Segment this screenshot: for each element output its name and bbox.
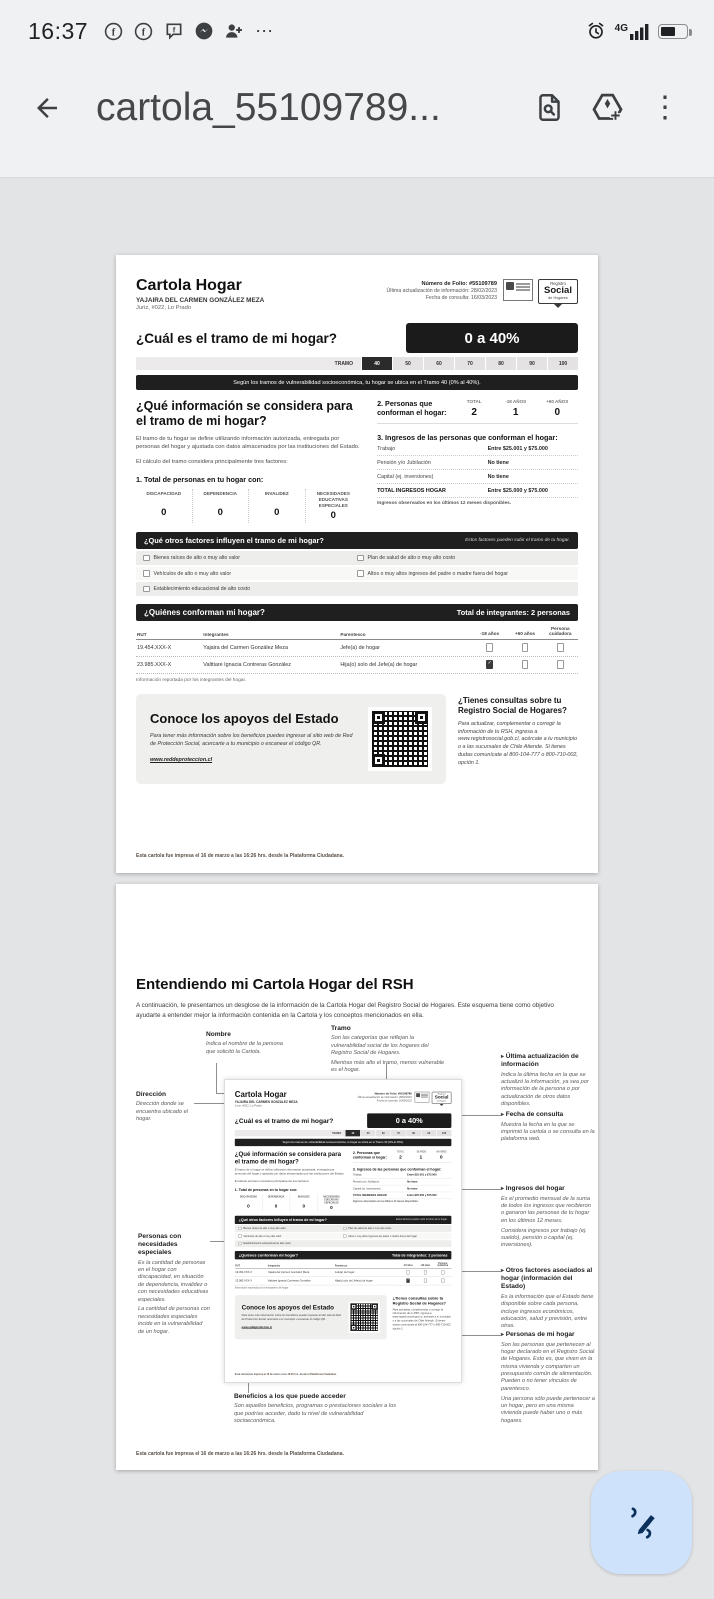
- checkbox-unchecked: [238, 1234, 241, 1237]
- connector-line: [386, 1063, 387, 1079]
- pdf-viewport[interactable]: [0, 178, 714, 1598]
- factor-row: Establecimiento educacional de alto costo: [136, 582, 578, 596]
- tramo-scale-cell: 60: [375, 1129, 390, 1135]
- household-member-row: 19.454.XXX-X Yajaira del Carmen González Meza Jefe(a) de hogar: [136, 640, 578, 657]
- reddeproteccion-link[interactable]: www.reddeproteccion.cl: [241, 1325, 273, 1329]
- household-table-note: Información reportada por los integrantes del hogar.: [234, 1286, 289, 1290]
- last-update-date: Última actualización de información: 28/02/2023: [357, 1095, 412, 1099]
- page1-content: [225, 1080, 461, 1383]
- apoyos-heading: Conoce los apoyos del Estado: [241, 1303, 335, 1311]
- connector-line: [462, 1115, 501, 1116]
- household-table-banner: ¿Quiénes conforman mi hogar? Total de integrantes: 2 personas: [136, 604, 578, 621]
- svg-text:f: f: [141, 26, 146, 38]
- checkbox-unchecked: [143, 586, 150, 593]
- info-heading: ¿Qué información se considera para el tramo de mi hogar?: [234, 1150, 341, 1165]
- overflow-menu-button[interactable]: [644, 87, 686, 129]
- svg-text:f: f: [111, 26, 116, 38]
- connector-line: [462, 1335, 501, 1336]
- tramo-scale-cell: 50: [360, 1129, 375, 1135]
- info-paragraph: El cálculo del tramo considera principalmente tres factores:: [136, 458, 288, 465]
- checkbox-unchecked: [441, 1270, 444, 1274]
- annotation-tramo: Tramo Son las categorías que reflejan la vulnerabilidad social de los hogares del Registro Social de Hogares. Mientras más alto el tramo, menos vulnerable es el hogar.: [331, 1024, 445, 1074]
- income-title: 3. Ingresos de las personas que conforman el hogar:: [377, 433, 558, 442]
- checkbox-checked: ✓: [486, 660, 493, 669]
- gobierno-de-chile-logo: [415, 1091, 430, 1102]
- consultas-box: [393, 1295, 452, 1339]
- checkbox-unchecked: [238, 1242, 241, 1245]
- explainer-diagram: [136, 1024, 595, 1469]
- checkbox-unchecked: [357, 570, 364, 577]
- annotation-ultima-actualizacion: ▸ Última actualización de información Indica la última fecha en la que se actualizó la información, ya sea por información de la persona o por actualización de otros datos disponibles.: [501, 1053, 595, 1109]
- consult-date: Fecha de consulta: 16/03/2023: [425, 295, 497, 301]
- household-table: RUT Integrantes Parentesco -18 años +60 años Persona cuidadora 19.454.XXX-X Yajaira del Carmen González Meza Jefe(a) de hogar 23.985.XXX-X Valttiare Ignacia Contreras González Hija(o) solo del Jefe(a) de hogar ✓ Información reportada por los integrantes del hogar.: [136, 624, 578, 683]
- tramo-scale-label: TRAMO: [235, 1129, 345, 1135]
- factor-row: Vehículos de alto o muy alto valor Altos o muy altos ingresos del padre o madre fuera del hogar: [136, 567, 578, 581]
- tramo-scale-cell: 70: [391, 1129, 406, 1135]
- info-heading: ¿Qué información se considera para el tramo de mi hogar?: [136, 399, 353, 428]
- tramo-scale-cell: 90: [516, 357, 547, 370]
- notification-icons: [28, 18, 586, 45]
- income-title: 3. Ingresos de las personas que conforman el hogar:: [352, 1166, 442, 1172]
- mini-cartola-scale: [225, 1080, 452, 1383]
- income-note: Ingresos observados en los últimos 12 meses disponibles.: [377, 501, 512, 506]
- tramo-scale-cell: 100: [436, 1129, 451, 1135]
- tramo-value-box: 0 a 40%: [367, 1113, 451, 1128]
- other-factors-banner: ¿Qué otros factores influyen el tramo de mi hogar? Estos factores pueden subir el tramo de tu hogar.: [136, 532, 578, 549]
- last-update-date: Última actualización de información: 28/02/2023: [386, 288, 497, 294]
- income-total-row: TOTAL INGRESOS HOGAR Entre $25.000 y $75.000: [377, 484, 578, 498]
- factor1-title: 1. Total de personas en tu hogar con:: [136, 474, 264, 484]
- tramo-question: ¿Cuál es el tramo de mi hogar?: [234, 1116, 334, 1124]
- connector-line: [216, 1093, 224, 1094]
- gobierno-de-chile-logo: [503, 279, 533, 301]
- income-row: Trabajo Entre $25.001 y $75.000: [353, 1171, 451, 1178]
- apoyos-body: Para tener más información sobre los beneficios puedes ingresar al sitio web de Red de Protección Social, acercarte a tu municipio o escanear el código QR.: [150, 733, 353, 748]
- consultas-body: Para actualizar, complementar o corregir la información de tu RSH, ingresa a www.registrosocial.gob.cl, acércate a tu municipio o a las sucursales de Chile Atiende. Si tienes dudas comunícate al 800-104-777 o 800-710-002, opción 1.: [458, 720, 578, 766]
- connector-line: [462, 1189, 501, 1190]
- checkbox-unchecked: [357, 555, 364, 562]
- annotation-necesidades: Personas con necesidades especiales Es la cantidad de personas en el hogar con discapacidad, en situación de dependencia, invalidez o con necesidades educativas especiales. La cantidad de personas con necesidades especiales incide en la vulnerabilidad de un hogar.: [138, 1232, 210, 1335]
- qr-code: [368, 707, 432, 771]
- holder-name: YAJAIRA DEL CARMEN GONZÁLEZ MEZA: [136, 297, 265, 304]
- apoyos-box: [136, 694, 446, 784]
- status-bar: [0, 0, 714, 52]
- more-notifications-icon: ⋯: [255, 20, 275, 41]
- holder-address: Juriz, #022, Lo Prado: [136, 305, 192, 311]
- cartola-title: Cartola Hogar: [136, 277, 242, 294]
- factor-row: Bienes raíces de alto o muy alto valor Plan de salud de alto o muy alto costo: [235, 1225, 452, 1232]
- household-table-note: Información reportada por los integrantes del hogar.: [136, 677, 247, 683]
- annotation-ingresos: ▸ Ingresos del hogar Es el promedio mensual de la suma de todos los ingresos que recibieron o ganaron las personas de tu hogar en los últimos 12 meses. Considera ingresos por trabajo (ej. sueldo), pensión o capital (ej. inversiones).: [501, 1185, 595, 1250]
- system-status-icons: [586, 21, 688, 42]
- annotate-fab[interactable]: [591, 1471, 692, 1574]
- apoyos-box: [235, 1295, 387, 1339]
- other-factors-banner: ¿Qué otros factores influyen el tramo de mi hogar? Estos factores pueden subir el tramo de tu hogar.: [235, 1215, 452, 1223]
- tramo-scale-cell-selected: 40: [361, 357, 392, 370]
- factor-row: Bienes raíces de alto o muy alto valor Plan de salud de alto o muy alto costo: [136, 551, 578, 565]
- household-table-banner: ¿Quiénes conforman mi hogar? Total de integrantes: 2 personas: [235, 1250, 452, 1258]
- checkbox-unchecked: [441, 1278, 444, 1282]
- back-button[interactable]: [26, 87, 68, 129]
- folio-number: Número de Folio: #55109789: [421, 281, 497, 287]
- checkbox-checked: ✓: [407, 1278, 410, 1282]
- page2-intro: A continuación, te presentamos un desglose de la información de la Cartola Hogar del Registro Social de Hogares. Este esquema tiene como objetivo ayudarte a entender mejor la información contenida en la Cartola y los conceptos mencionados en ella.: [136, 1002, 554, 1019]
- checkbox-unchecked: [486, 643, 493, 652]
- page2-title: Entendiendo mi Cartola Hogar del RSH: [136, 976, 414, 993]
- person-add-notification-icon: [223, 21, 244, 42]
- checkbox-unchecked: [424, 1270, 427, 1274]
- cartola-header: [235, 1090, 452, 1107]
- clock-time: 16:37: [28, 17, 89, 44]
- connector-line: [210, 1241, 224, 1242]
- consultas-heading: ¿Tienes consultas sobre tu Registro Social de Hogares?: [392, 1295, 446, 1305]
- tramo-scale: [235, 1129, 452, 1135]
- annotation-beneficios: Beneficios a los que puede acceder Son aquellos beneficios, programas o prestaciones sociales a los que podrías acceder, dado tu nivel de vulnerabilidad socioeconómica.: [234, 1392, 397, 1424]
- cartola-header: [136, 277, 578, 311]
- tramo-banner: Según los tramos de vulnerabilidad socioeconómica, tu hogar se ubica en el Tramo 40 (0% al 40%).: [136, 375, 578, 390]
- tramo-question: ¿Cuál es el tramo de mi hogar?: [136, 330, 338, 346]
- chat-bubble-notification-icon: [163, 21, 184, 42]
- connector-line: [462, 1271, 501, 1272]
- apoyos-body: Para tener más información sobre los beneficios puedes ingresar al sitio web de Red de Protección Social, acercarte a tu municipio o escanear el código QR.: [241, 1313, 341, 1321]
- annotation-nombre: Nombre Indica el nombre de la persona que solicitó la Cartola.: [206, 1030, 283, 1055]
- checkbox-unchecked: [522, 643, 529, 652]
- tramo-scale-label: TRAMO: [136, 357, 361, 370]
- document-title: cartola_55109789...: [96, 85, 441, 129]
- household-member-row: 19.454.XXX-X Yajaira del Carmen González Meza Jefe(a) de hogar: [235, 1268, 452, 1276]
- print-footer: Esta cartola fue impresa el 16 de marzo a las 16:26 hrs. desde la Plataforma Ciudadana.: [136, 1451, 344, 1457]
- connector-line: [216, 1063, 217, 1093]
- consultas-heading: ¿Tienes consultas sobre tu Registro Social de Hogares?: [458, 695, 567, 715]
- checkbox-unchecked: [557, 643, 564, 652]
- household-members-summary: 2. Personas que conforman el hogar: TOTAL 2 -18 AÑOS 1 +60 AÑOS 0: [377, 399, 578, 424]
- income-note: Ingresos observados en los últimos 12 meses disponibles.: [352, 1200, 419, 1203]
- income-row: Capital (ej. inversiones) No tiene: [353, 1185, 451, 1192]
- tramo-scale-cell: 80: [406, 1129, 421, 1135]
- search-in-document-button[interactable]: [528, 86, 571, 129]
- reddeproteccion-link[interactable]: www.reddeproteccion.cl: [150, 757, 213, 764]
- household-table: RUT Integrantes Parentesco -18 años +60 años Persona cuidadora 19.454.XXX-X Yajaira del Carmen González Meza Jefe(a) de hogar 23.985.XXX-X Valttiare Ignacia Contreras González Hija(o) solo del Jefe(a) de hogar ✓ Información reportada por los integrantes del hogar.: [235, 1260, 452, 1289]
- checkbox-unchecked: [424, 1278, 427, 1282]
- print-footer: Esta cartola fue impresa el 16 de marzo a las 16:26 hrs. desde la Plataforma Ciudadana.: [234, 1372, 337, 1376]
- checkbox-unchecked: [143, 570, 150, 577]
- annotation-fecha-consulta: ▸ Fecha de consulta Muestra la fecha en la que se imprimió la cartola o se consulta en la plataforma web.: [501, 1111, 595, 1144]
- info-paragraph: El cálculo del tramo considera principalmente tres factores:: [234, 1179, 310, 1183]
- tramo-scale-cell: 50: [392, 357, 423, 370]
- svg-text:f: f: [172, 25, 175, 35]
- facebook-notification-icon: [133, 21, 154, 42]
- factor-row: Vehículos de alto o muy alto valor Altos o muy altos ingresos del padre o madre fuera del hogar: [235, 1232, 452, 1239]
- registro-social-logo: Registro Social de Hogares: [432, 1091, 452, 1103]
- consult-date: Fecha de consulta: 16/03/2023: [376, 1099, 412, 1103]
- info-paragraph: El tramo de tu hogar se define utilizando información autorizada, entregada por personas del hogar y ajustada con datos almacenados por las instituciones del Estado.: [136, 435, 360, 451]
- qr-code: [348, 1301, 379, 1332]
- tramo-scale: [136, 357, 578, 370]
- special-needs-table: DISCAPACIDAD 0 DEPENDENCIA 0 INVALIDEZ 0 NECESIDADES EDUCATIVAS ESPECIALES 0: [136, 489, 361, 524]
- print-footer: Esta cartola fue impresa el 16 de marzo a las 16:26 hrs. desde la Plataforma Ciudadana.: [136, 853, 344, 859]
- tramo-scale-cell: 70: [454, 357, 485, 370]
- checkbox-unchecked: [143, 555, 150, 562]
- alarm-icon: [586, 21, 607, 42]
- consultas-body: Para actualizar, complementar o corregir la información de tu RSH, ingresa a www.registrosocial.gob.cl, acércate a tu municipio o a las sucursales de Chile Atiende. Si tienes dudas comunícate al 800-104-777 o 800-710-002, opción 1.: [392, 1307, 452, 1330]
- tramo-scale-cell: 90: [421, 1129, 436, 1135]
- app-bar: [0, 52, 714, 177]
- tramo-scale-cell: 80: [485, 357, 516, 370]
- pdf-page-2: [116, 884, 598, 1470]
- pdf-page-1: [116, 255, 598, 873]
- factor1-title: 1. Total de personas en tu hogar con:: [234, 1187, 298, 1192]
- checkbox-unchecked: [343, 1234, 346, 1237]
- tramo-scale-cell: 60: [423, 357, 454, 370]
- checkbox-unchecked: [522, 660, 529, 669]
- connector-line: [194, 1103, 224, 1104]
- add-to-drive-button[interactable]: [585, 85, 630, 130]
- factor-row: Establecimiento educacional de alto costo: [235, 1240, 452, 1247]
- income-total-row: TOTAL INGRESOS HOGAR Entre $25.000 y $75.000: [353, 1192, 451, 1199]
- mini-cartola-figure: [224, 1079, 462, 1383]
- page1-content: [116, 255, 598, 873]
- checkbox-unchecked: [343, 1226, 346, 1229]
- messenger-notification-icon: [193, 21, 214, 42]
- checkbox-unchecked: [406, 1270, 409, 1274]
- tramo-scale-cell-selected: 40: [345, 1129, 360, 1135]
- folio-number: Número de Folio: #55109789: [374, 1092, 412, 1096]
- annotation-personas-hogar: ▸ Personas de mi hogar Son las personas que pertenecen al hogar declarado en el Registro Social de Hogares. Esto es, que viven en la misma vivienda y comparten un presupuesto común de alimentación. Pueden o no tener vínculos de parentesco. Una persona sólo puede pertenecer a un hogar, pero en una misma vivienda puede haber uno o más hogares.: [501, 1331, 595, 1426]
- income-row: Trabajo Entre $25.001 y $75.000: [377, 442, 578, 456]
- checkbox-unchecked: [557, 660, 564, 669]
- signal-strength-icon: 4G: [615, 23, 650, 40]
- income-row: Pensión y/o Jubilación No tiene: [353, 1178, 451, 1185]
- household-members-summary: 2. Personas que conforman el hogar: TOTAL 2 -18 AÑOS 1 +60 AÑOS 0: [353, 1150, 451, 1162]
- connector-line: [248, 1383, 249, 1393]
- tramo-banner: Según los tramos de vulnerabilidad socioeconómica, tu hogar se ubica en el Tramo 40 (0% al 40%).: [235, 1138, 452, 1145]
- holder-address: Juriz, #022, Lo Prado: [234, 1104, 262, 1107]
- income-row: Capital (ej. inversiones) No tiene: [377, 470, 578, 484]
- household-member-row: 23.985.XXX-X Valttiare Ignacia Contreras González Hija(o) solo del Jefe(a) de hogar ✓: [235, 1276, 452, 1284]
- annotation-otros-factores: ▸ Otros factores asociados al hogar (información del Estado) Es la información que el Estado tiene disponible sobre cada persona, incluye ingresos económicos, educación, salud y previsión, entre otras.: [501, 1267, 595, 1331]
- special-needs-table: DISCAPACIDAD 0 DEPENDENCIA 0 INVALIDEZ 0 NECESIDADES EDUCATIVAS ESPECIALES 0: [235, 1194, 345, 1211]
- tramo-scale-cell: 100: [547, 357, 578, 370]
- system-and-app-bar: [0, 0, 714, 178]
- facebook-notification-icon: [103, 21, 124, 42]
- info-paragraph: El tramo de tu hogar se define utilizando información autorizada, entregada por personas del hogar y ajustada con datos almacenados por las instituciones del Estado.: [234, 1167, 345, 1176]
- checkbox-unchecked: [238, 1226, 241, 1229]
- registro-social-logo: Registro Social de Hogares: [538, 279, 578, 304]
- household-member-row: 23.985.XXX-X Valttiare Ignacia Contreras González Hija(o) solo del Jefe(a) de hogar ✓: [136, 657, 578, 674]
- annotation-direccion: Dirección Dirección donde se encuentra ubicado el hogar.: [136, 1090, 188, 1122]
- cartola-title: Cartola Hogar: [234, 1090, 287, 1099]
- apoyos-heading: Conoce los apoyos del Estado: [150, 711, 339, 727]
- vertical-dots-icon: ⋮: [650, 90, 680, 124]
- battery-icon: [658, 24, 688, 39]
- tramo-value-box: 0 a 40%: [406, 323, 578, 353]
- holder-name: YAJAIRA DEL CARMEN GONZÁLEZ MEZA: [234, 1100, 298, 1104]
- income-row: Pensión y/o Jubilación No tiene: [377, 456, 578, 470]
- consultas-box: [458, 694, 578, 784]
- stylus-pen-icon: [621, 1502, 663, 1544]
